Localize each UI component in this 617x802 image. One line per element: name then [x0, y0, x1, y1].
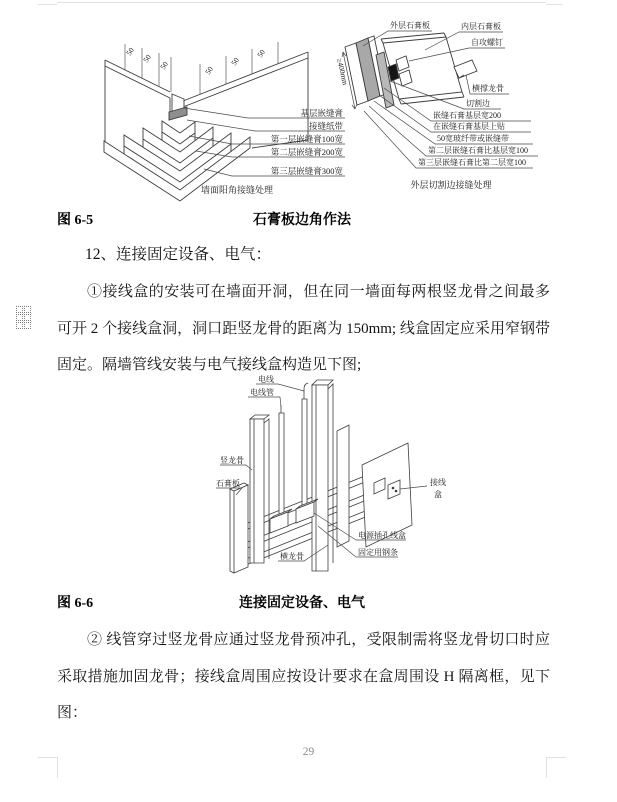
tick-label: 50	[124, 45, 136, 58]
diagram-label: 内层石膏板	[461, 22, 501, 31]
tick-label: 50	[158, 59, 170, 72]
diagram-label: 外层石膏板	[390, 21, 430, 30]
diagram-label: 接缝纸带	[308, 121, 343, 131]
tick-label: 50	[141, 52, 153, 65]
diagram-label: 盒	[434, 490, 442, 499]
figure-6-6-caption	[57, 592, 547, 612]
diagram-label: 竖龙骨	[220, 456, 244, 465]
page-margin-mark	[57, 757, 58, 778]
diagram-label: 50宽玻纤带或嵌缝带	[437, 134, 509, 143]
tick-label: 50	[203, 64, 215, 77]
figure-number: 图 6-6	[57, 596, 94, 611]
figure-number: 图 6-5	[57, 213, 94, 228]
framing-drawing	[230, 380, 412, 573]
diagram-label: 接线	[430, 478, 446, 487]
diagram-label: 电线管	[250, 388, 274, 397]
diagram-label: 横撑龙骨	[472, 84, 504, 93]
drag-handle-dots-icon[interactable]	[16, 306, 31, 329]
paragraph-1: ①接线盒的安装可在墙面开洞，但在同一墙面每两根竖龙骨之间最多可开 2 个接线盒洞，洞口距竖龙骨的距离为 150mm; 线盒固定应采用窄钢带固定。隔墙管线安装与电气接线盒构造见下图;	[57, 284, 550, 373]
dimension-label: ≥400mm	[335, 57, 350, 86]
page-margin-mark	[38, 4, 57, 5]
section-heading	[57, 242, 549, 264]
dimension-ticks	[125, 42, 278, 94]
page-number: 29	[302, 746, 315, 758]
figure-6-6-diagram	[182, 373, 462, 587]
diagram-label: 自攻螺钉	[471, 38, 503, 47]
tick-label: 50	[255, 47, 267, 60]
diagram-label: 横龙骨	[280, 552, 304, 561]
sub-caption: 墙面阳角接缝处理	[200, 185, 274, 195]
paragraph-2: ② 线管穿过竖龙骨应通过竖龙骨预冲孔，受限制需将竖龙骨切口时应采取措施加固龙骨；接线盒周围应按设计要求在盒周围设 H 隔离框，见下图：	[57, 632, 550, 721]
page-margin-mark	[57, 2, 546, 3]
diagram-label: 嵌缝石膏基层宽200	[433, 111, 501, 120]
figure-title: 连接固定设备、电气	[239, 594, 365, 610]
figure-title: 石膏板边角作法	[253, 211, 351, 227]
diagram-labels	[201, 108, 343, 195]
diagram-label: 电线	[258, 375, 274, 384]
page-margin-mark	[546, 757, 547, 778]
diagram-label: 第一层嵌缝膏100宽	[270, 134, 343, 144]
diagram-label: 固定用钢条	[358, 548, 398, 557]
sub-caption: 外层切割边接缝处理	[410, 180, 492, 190]
figure-6-5-caption	[57, 209, 547, 229]
diagram-label: 在嵌缝石膏基层上贴	[433, 122, 505, 131]
diagram-label: 第二层嵌缝石膏比基层宽100	[428, 146, 528, 155]
diagram-label: 石膏板	[216, 479, 240, 488]
diagram-label: 基层嵌缝膏	[300, 108, 343, 118]
diagram-label: 第二层嵌缝膏200宽	[270, 147, 343, 157]
diagram-label: 切割边	[466, 99, 490, 108]
diagram-label: 第三层嵌缝膏300宽	[270, 166, 343, 176]
section-heading-text: 12、连接固定设备、电气：	[85, 246, 272, 263]
diagram-label: 电源插孔线盒	[358, 531, 406, 540]
diagram-label: 第三层嵌缝石膏比第二层宽100	[418, 158, 526, 167]
dimension-labels	[124, 46, 267, 77]
figure-6-5-cut-edge-diagram	[333, 5, 617, 203]
tick-label: 50	[229, 55, 241, 68]
figure-6-5-corner-diagram	[80, 12, 348, 207]
board-assembly	[345, 33, 477, 108]
